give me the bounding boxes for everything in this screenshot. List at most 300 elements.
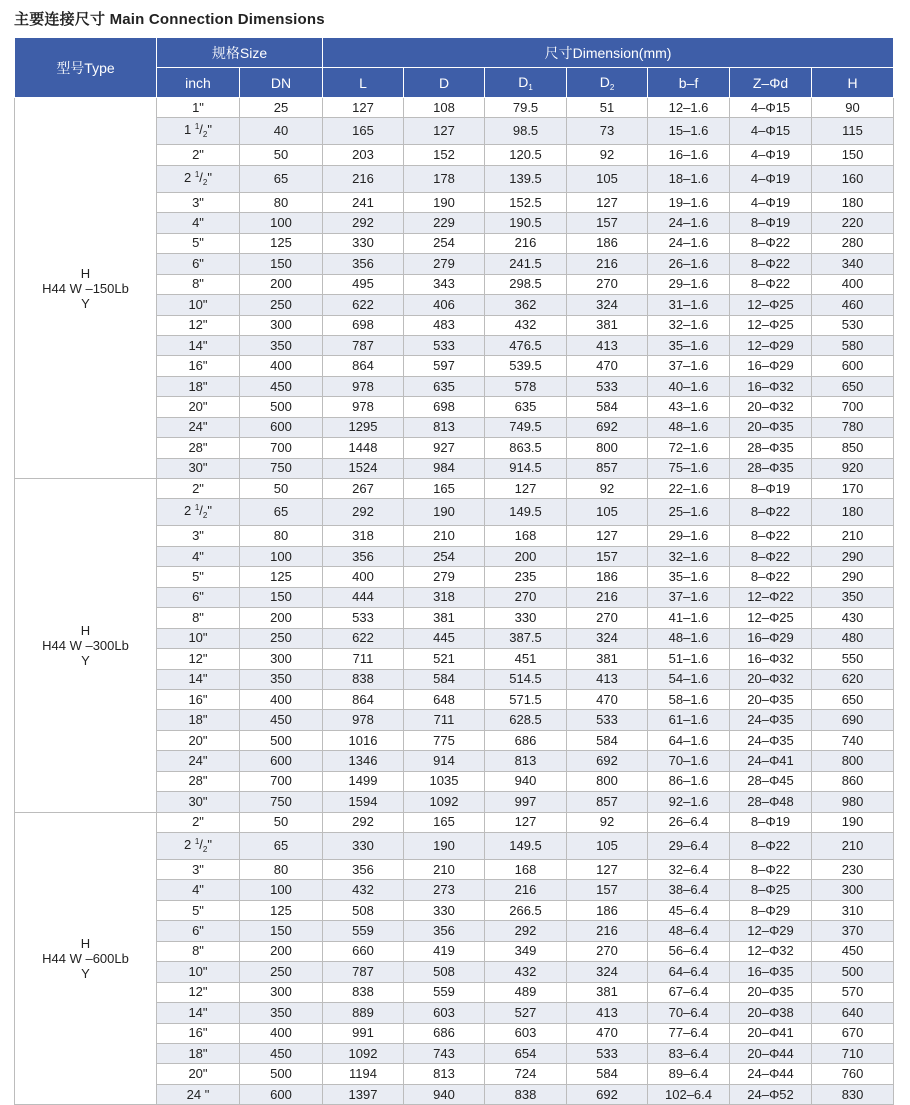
cell-inch: 2 $^1/_2$" bbox=[157, 165, 240, 192]
cell-d2: 324 bbox=[567, 295, 648, 315]
cell-d: 165 bbox=[404, 479, 485, 499]
cell-bf: 83–6.4 bbox=[648, 1043, 730, 1063]
cell-inch: 8" bbox=[157, 608, 240, 628]
cell-bf: 58–1.6 bbox=[648, 689, 730, 709]
cell-dn: 250 bbox=[240, 628, 323, 648]
cell-zd: 16–Φ35 bbox=[730, 962, 812, 982]
cell-l: 787 bbox=[323, 335, 404, 355]
cell-zd: 16–Φ29 bbox=[730, 356, 812, 376]
cell-l: 698 bbox=[323, 315, 404, 335]
cell-d1: 362 bbox=[485, 295, 567, 315]
cell-bf: 45–6.4 bbox=[648, 900, 730, 920]
cell-d: 152 bbox=[404, 145, 485, 165]
table-body bbox=[15, 98, 894, 1105]
cell-d1: 79.5 bbox=[485, 98, 567, 118]
cell-d2: 800 bbox=[567, 771, 648, 791]
cell-h: 180 bbox=[812, 499, 894, 526]
cell-zd: 20–Φ38 bbox=[730, 1003, 812, 1023]
cell-inch: 16" bbox=[157, 1023, 240, 1043]
cell-d1: 838 bbox=[485, 1084, 567, 1104]
cell-inch: 1" bbox=[157, 98, 240, 118]
cell-d: 743 bbox=[404, 1043, 485, 1063]
header-bf: b–f bbox=[648, 68, 730, 98]
cell-h: 530 bbox=[812, 315, 894, 335]
cell-d1: 120.5 bbox=[485, 145, 567, 165]
inch-whole: 1 bbox=[183, 122, 192, 138]
cell-bf: 89–6.4 bbox=[648, 1064, 730, 1084]
cell-d1: 489 bbox=[485, 982, 567, 1002]
cell-h: 860 bbox=[812, 771, 894, 791]
cell-zd: 20–Φ32 bbox=[730, 669, 812, 689]
header-d2 bbox=[567, 68, 648, 98]
cell-inch: 12" bbox=[157, 315, 240, 335]
cell-zd: 16–Φ29 bbox=[730, 628, 812, 648]
header-d1-sub: 1 bbox=[528, 82, 533, 92]
cell-d2: 413 bbox=[567, 669, 648, 689]
cell-inch: 2" bbox=[157, 479, 240, 499]
cell-dn: 150 bbox=[240, 921, 323, 941]
model-bot: Y bbox=[81, 652, 90, 668]
cell-d: 419 bbox=[404, 941, 485, 961]
cell-dn: 250 bbox=[240, 295, 323, 315]
cell-d: 254 bbox=[404, 233, 485, 253]
cell-zd: 24–Φ41 bbox=[730, 751, 812, 771]
cell-dn: 500 bbox=[240, 1064, 323, 1084]
cell-zd: 8–Φ22 bbox=[730, 567, 812, 587]
cell-zd: 8–Φ29 bbox=[730, 900, 812, 920]
cell-d2: 216 bbox=[567, 921, 648, 941]
cell-d1: 940 bbox=[485, 771, 567, 791]
cell-dn: 500 bbox=[240, 730, 323, 750]
cell-bf: 72–1.6 bbox=[648, 438, 730, 458]
cell-bf: 56–6.4 bbox=[648, 941, 730, 961]
cell-inch: 24" bbox=[157, 751, 240, 771]
cell-d2: 127 bbox=[567, 860, 648, 880]
cell-d2: 105 bbox=[567, 833, 648, 860]
cell-h: 400 bbox=[812, 274, 894, 294]
cell-bf: 48–1.6 bbox=[648, 628, 730, 648]
cell-bf: 86–1.6 bbox=[648, 771, 730, 791]
cell-d1: 190.5 bbox=[485, 213, 567, 233]
cell-l: 356 bbox=[323, 254, 404, 274]
cell-zd: 20–Φ32 bbox=[730, 397, 812, 417]
cell-inch: 2 $^1/_2$" bbox=[157, 499, 240, 526]
cell-l: 889 bbox=[323, 1003, 404, 1023]
cell-d1: 139.5 bbox=[485, 165, 567, 192]
cell-dn: 350 bbox=[240, 669, 323, 689]
cell-dn: 65 bbox=[240, 833, 323, 860]
cell-d2: 381 bbox=[567, 649, 648, 669]
cell-h: 160 bbox=[812, 165, 894, 192]
cell-h: 710 bbox=[812, 1043, 894, 1063]
cell-d1: 216 bbox=[485, 233, 567, 253]
cell-d: 521 bbox=[404, 649, 485, 669]
cell-dn: 600 bbox=[240, 417, 323, 437]
cell-d1: 686 bbox=[485, 730, 567, 750]
cell-d2: 186 bbox=[567, 567, 648, 587]
cell-bf: 18–1.6 bbox=[648, 165, 730, 192]
cell-dn: 100 bbox=[240, 880, 323, 900]
cell-d: 445 bbox=[404, 628, 485, 648]
cell-d: 108 bbox=[404, 98, 485, 118]
cell-dn: 80 bbox=[240, 860, 323, 880]
cell-d: 927 bbox=[404, 438, 485, 458]
cell-bf: 102–6.4 bbox=[648, 1084, 730, 1104]
cell-inch: 24" bbox=[157, 417, 240, 437]
cell-h: 800 bbox=[812, 751, 894, 771]
cell-bf: 64–1.6 bbox=[648, 730, 730, 750]
cell-bf: 77–6.4 bbox=[648, 1023, 730, 1043]
cell-h: 650 bbox=[812, 689, 894, 709]
cell-inch: 20" bbox=[157, 397, 240, 417]
cell-zd: 24–Φ52 bbox=[730, 1084, 812, 1104]
cell-h: 220 bbox=[812, 213, 894, 233]
cell-bf: 37–1.6 bbox=[648, 356, 730, 376]
cell-h: 210 bbox=[812, 833, 894, 860]
cell-d1: 527 bbox=[485, 1003, 567, 1023]
cell-bf: 24–1.6 bbox=[648, 213, 730, 233]
cell-bf: 22–1.6 bbox=[648, 479, 730, 499]
cell-h: 850 bbox=[812, 438, 894, 458]
cell-dn: 125 bbox=[240, 567, 323, 587]
cell-d1: 152.5 bbox=[485, 192, 567, 212]
cell-l: 203 bbox=[323, 145, 404, 165]
cell-bf: 24–1.6 bbox=[648, 233, 730, 253]
dimensions-table bbox=[14, 37, 894, 1105]
cell-inch: 18" bbox=[157, 1043, 240, 1063]
cell-d2: 584 bbox=[567, 397, 648, 417]
cell-zd: 8–Φ22 bbox=[730, 833, 812, 860]
cell-dn: 125 bbox=[240, 233, 323, 253]
cell-h: 170 bbox=[812, 479, 894, 499]
cell-d1: 330 bbox=[485, 608, 567, 628]
cell-d2: 692 bbox=[567, 751, 648, 771]
cell-d: 178 bbox=[404, 165, 485, 192]
cell-inch: 24 " bbox=[157, 1084, 240, 1104]
cell-inch: 10" bbox=[157, 628, 240, 648]
header-h: H bbox=[812, 68, 894, 98]
model-top: H bbox=[80, 935, 91, 951]
cell-d2: 413 bbox=[567, 335, 648, 355]
cell-d2: 216 bbox=[567, 587, 648, 607]
cell-d1: 241.5 bbox=[485, 254, 567, 274]
cell-d: 343 bbox=[404, 274, 485, 294]
cell-dn: 450 bbox=[240, 376, 323, 396]
cell-d: 254 bbox=[404, 546, 485, 566]
cell-bf: 19–1.6 bbox=[648, 192, 730, 212]
cell-d1: 292 bbox=[485, 921, 567, 941]
cell-d1: 200 bbox=[485, 546, 567, 566]
cell-bf: 32–6.4 bbox=[648, 860, 730, 880]
cell-l: 165 bbox=[323, 118, 404, 145]
cell-inch: 12" bbox=[157, 982, 240, 1002]
cell-d1: 578 bbox=[485, 376, 567, 396]
cell-d1: 216 bbox=[485, 880, 567, 900]
cell-d: 597 bbox=[404, 356, 485, 376]
cell-l: 838 bbox=[323, 982, 404, 1002]
cell-h: 150 bbox=[812, 145, 894, 165]
cell-d1: 603 bbox=[485, 1023, 567, 1043]
cell-d2: 381 bbox=[567, 982, 648, 1002]
cell-h: 460 bbox=[812, 295, 894, 315]
cell-h: 310 bbox=[812, 900, 894, 920]
model-cell bbox=[15, 812, 157, 1105]
cell-d2: 413 bbox=[567, 1003, 648, 1023]
cell-d: 210 bbox=[404, 526, 485, 546]
cell-l: 495 bbox=[323, 274, 404, 294]
cell-bf: 16–1.6 bbox=[648, 145, 730, 165]
cell-zd: 4–Φ19 bbox=[730, 165, 812, 192]
inch-whole: 2 bbox=[183, 837, 192, 852]
cell-d2: 157 bbox=[567, 546, 648, 566]
cell-d1: 149.5 bbox=[485, 833, 567, 860]
cell-bf: 40–1.6 bbox=[648, 376, 730, 396]
cell-l: 267 bbox=[323, 479, 404, 499]
cell-dn: 300 bbox=[240, 649, 323, 669]
cell-d2: 270 bbox=[567, 274, 648, 294]
cell-h: 340 bbox=[812, 254, 894, 274]
cell-h: 280 bbox=[812, 233, 894, 253]
model-top: H bbox=[80, 265, 91, 281]
cell-l: 559 bbox=[323, 921, 404, 941]
cell-d1: 235 bbox=[485, 567, 567, 587]
cell-dn: 600 bbox=[240, 751, 323, 771]
cell-dn: 400 bbox=[240, 1023, 323, 1043]
cell-d2: 73 bbox=[567, 118, 648, 145]
cell-d: 190 bbox=[404, 192, 485, 212]
cell-inch: 1 $^1/_2$" bbox=[157, 118, 240, 145]
cell-d2: 157 bbox=[567, 213, 648, 233]
cell-d2: 470 bbox=[567, 689, 648, 709]
model-bot: Y bbox=[81, 965, 90, 981]
cell-h: 920 bbox=[812, 458, 894, 478]
cell-zd: 12–Φ25 bbox=[730, 295, 812, 315]
cell-d2: 186 bbox=[567, 900, 648, 920]
cell-inch: 30" bbox=[157, 458, 240, 478]
cell-l: 864 bbox=[323, 689, 404, 709]
cell-bf: 29–1.6 bbox=[648, 526, 730, 546]
cell-l: 978 bbox=[323, 397, 404, 417]
cell-h: 350 bbox=[812, 587, 894, 607]
cell-h: 600 bbox=[812, 356, 894, 376]
cell-h: 190 bbox=[812, 812, 894, 832]
cell-d2: 533 bbox=[567, 710, 648, 730]
cell-d1: 724 bbox=[485, 1064, 567, 1084]
inch-numerator: 1 bbox=[194, 169, 200, 179]
cell-zd: 24–Φ35 bbox=[730, 710, 812, 730]
cell-zd: 20–Φ35 bbox=[730, 689, 812, 709]
cell-dn: 50 bbox=[240, 145, 323, 165]
inch-denominator: 2 bbox=[202, 845, 208, 854]
cell-d2: 470 bbox=[567, 356, 648, 376]
cell-h: 830 bbox=[812, 1084, 894, 1104]
cell-l: 660 bbox=[323, 941, 404, 961]
cell-h: 670 bbox=[812, 1023, 894, 1043]
cell-inch: 14" bbox=[157, 1003, 240, 1023]
cell-inch: 5" bbox=[157, 900, 240, 920]
table-header bbox=[15, 38, 894, 98]
cell-dn: 500 bbox=[240, 397, 323, 417]
cell-d: 279 bbox=[404, 254, 485, 274]
cell-bf: 25–1.6 bbox=[648, 499, 730, 526]
cell-dn: 25 bbox=[240, 98, 323, 118]
cell-zd: 24–Φ35 bbox=[730, 730, 812, 750]
cell-zd: 28–Φ45 bbox=[730, 771, 812, 791]
cell-inch: 3" bbox=[157, 860, 240, 880]
cell-bf: 70–6.4 bbox=[648, 1003, 730, 1023]
cell-l: 978 bbox=[323, 710, 404, 730]
cell-h: 700 bbox=[812, 397, 894, 417]
cell-inch: 20" bbox=[157, 730, 240, 750]
cell-h: 370 bbox=[812, 921, 894, 941]
model-top: H bbox=[80, 622, 91, 638]
model-mid: H44 W –300Lb bbox=[42, 637, 129, 653]
cell-l: 1524 bbox=[323, 458, 404, 478]
cell-inch: 6" bbox=[157, 587, 240, 607]
cell-l: 432 bbox=[323, 880, 404, 900]
cell-d2: 51 bbox=[567, 98, 648, 118]
cell-bf: 48–1.6 bbox=[648, 417, 730, 437]
header-d2-base: D bbox=[599, 73, 610, 90]
cell-d: 559 bbox=[404, 982, 485, 1002]
cell-zd: 8–Φ19 bbox=[730, 812, 812, 832]
cell-inch: 4" bbox=[157, 546, 240, 566]
cell-dn: 450 bbox=[240, 1043, 323, 1063]
cell-dn: 100 bbox=[240, 213, 323, 233]
cell-d1: 168 bbox=[485, 526, 567, 546]
cell-zd: 12–Φ32 bbox=[730, 941, 812, 961]
cell-d2: 584 bbox=[567, 730, 648, 750]
cell-d1: 476.5 bbox=[485, 335, 567, 355]
cell-d2: 533 bbox=[567, 376, 648, 396]
cell-d1: 127 bbox=[485, 479, 567, 499]
cell-dn: 350 bbox=[240, 335, 323, 355]
cell-h: 430 bbox=[812, 608, 894, 628]
cell-dn: 350 bbox=[240, 1003, 323, 1023]
cell-zd: 12–Φ29 bbox=[730, 921, 812, 941]
table-row bbox=[15, 479, 894, 499]
cell-dn: 300 bbox=[240, 982, 323, 1002]
cell-dn: 750 bbox=[240, 792, 323, 812]
cell-bf: 37–1.6 bbox=[648, 587, 730, 607]
cell-zd: 4–Φ15 bbox=[730, 118, 812, 145]
cell-bf: 64–6.4 bbox=[648, 962, 730, 982]
cell-zd: 20–Φ35 bbox=[730, 417, 812, 437]
cell-d: 813 bbox=[404, 417, 485, 437]
cell-dn: 125 bbox=[240, 900, 323, 920]
cell-inch: 3" bbox=[157, 192, 240, 212]
cell-d2: 157 bbox=[567, 880, 648, 900]
cell-d1: 514.5 bbox=[485, 669, 567, 689]
cell-zd: 16–Φ32 bbox=[730, 649, 812, 669]
cell-d: 229 bbox=[404, 213, 485, 233]
header-d1 bbox=[485, 68, 567, 98]
cell-bf: 29–6.4 bbox=[648, 833, 730, 860]
cell-d1: 432 bbox=[485, 962, 567, 982]
cell-d1: 387.5 bbox=[485, 628, 567, 648]
cell-dn: 200 bbox=[240, 274, 323, 294]
cell-zd: 12–Φ25 bbox=[730, 315, 812, 335]
cell-zd: 28–Φ48 bbox=[730, 792, 812, 812]
cell-l: 292 bbox=[323, 499, 404, 526]
cell-bf: 35–1.6 bbox=[648, 567, 730, 587]
cell-d1: 451 bbox=[485, 649, 567, 669]
cell-d2: 216 bbox=[567, 254, 648, 274]
cell-zd: 8–Φ22 bbox=[730, 254, 812, 274]
cell-d: 273 bbox=[404, 880, 485, 900]
header-size: 规格Size bbox=[157, 38, 323, 68]
cell-d: 279 bbox=[404, 567, 485, 587]
cell-d: 508 bbox=[404, 962, 485, 982]
cell-inch: 20" bbox=[157, 1064, 240, 1084]
cell-bf: 38–6.4 bbox=[648, 880, 730, 900]
cell-d2: 92 bbox=[567, 479, 648, 499]
cell-dn: 600 bbox=[240, 1084, 323, 1104]
cell-d2: 470 bbox=[567, 1023, 648, 1043]
cell-l: 1448 bbox=[323, 438, 404, 458]
cell-d1: 432 bbox=[485, 315, 567, 335]
cell-bf: 48–6.4 bbox=[648, 921, 730, 941]
cell-inch: 14" bbox=[157, 335, 240, 355]
cell-d2: 324 bbox=[567, 628, 648, 648]
cell-dn: 150 bbox=[240, 587, 323, 607]
cell-l: 1016 bbox=[323, 730, 404, 750]
inch-numerator: 1 bbox=[194, 837, 200, 846]
cell-h: 480 bbox=[812, 628, 894, 648]
cell-inch: 18" bbox=[157, 376, 240, 396]
cell-inch: 4" bbox=[157, 213, 240, 233]
cell-zd: 20–Φ44 bbox=[730, 1043, 812, 1063]
header-d2-sub: 2 bbox=[609, 82, 615, 92]
cell-dn: 750 bbox=[240, 458, 323, 478]
cell-bf: 41–1.6 bbox=[648, 608, 730, 628]
table-row bbox=[15, 812, 894, 832]
model-mid: H44 W –150Lb bbox=[42, 280, 129, 296]
cell-dn: 40 bbox=[240, 118, 323, 145]
cell-dn: 700 bbox=[240, 438, 323, 458]
cell-d1: 149.5 bbox=[485, 499, 567, 526]
cell-l: 330 bbox=[323, 833, 404, 860]
cell-l: 356 bbox=[323, 860, 404, 880]
inch-numerator: 1 bbox=[194, 503, 200, 513]
cell-bf: 61–1.6 bbox=[648, 710, 730, 730]
cell-inch: 12" bbox=[157, 649, 240, 669]
cell-h: 580 bbox=[812, 335, 894, 355]
header-d: D bbox=[404, 68, 485, 98]
cell-d1: 539.5 bbox=[485, 356, 567, 376]
cell-d1: 168 bbox=[485, 860, 567, 880]
cell-h: 210 bbox=[812, 526, 894, 546]
cell-l: 787 bbox=[323, 962, 404, 982]
cell-d2: 186 bbox=[567, 233, 648, 253]
cell-zd: 28–Φ35 bbox=[730, 458, 812, 478]
cell-zd: 8–Φ22 bbox=[730, 274, 812, 294]
cell-l: 241 bbox=[323, 192, 404, 212]
header-zd: Z–Φd bbox=[730, 68, 812, 98]
cell-d1: 635 bbox=[485, 397, 567, 417]
cell-inch: 8" bbox=[157, 941, 240, 961]
cell-inch: 6" bbox=[157, 254, 240, 274]
cell-h: 740 bbox=[812, 730, 894, 750]
cell-d: 381 bbox=[404, 608, 485, 628]
cell-h: 650 bbox=[812, 376, 894, 396]
cell-h: 570 bbox=[812, 982, 894, 1002]
header-dn: DN bbox=[240, 68, 323, 98]
cell-d2: 692 bbox=[567, 1084, 648, 1104]
cell-zd: 8–Φ22 bbox=[730, 546, 812, 566]
cell-d1: 654 bbox=[485, 1043, 567, 1063]
cell-zd: 4–Φ15 bbox=[730, 98, 812, 118]
